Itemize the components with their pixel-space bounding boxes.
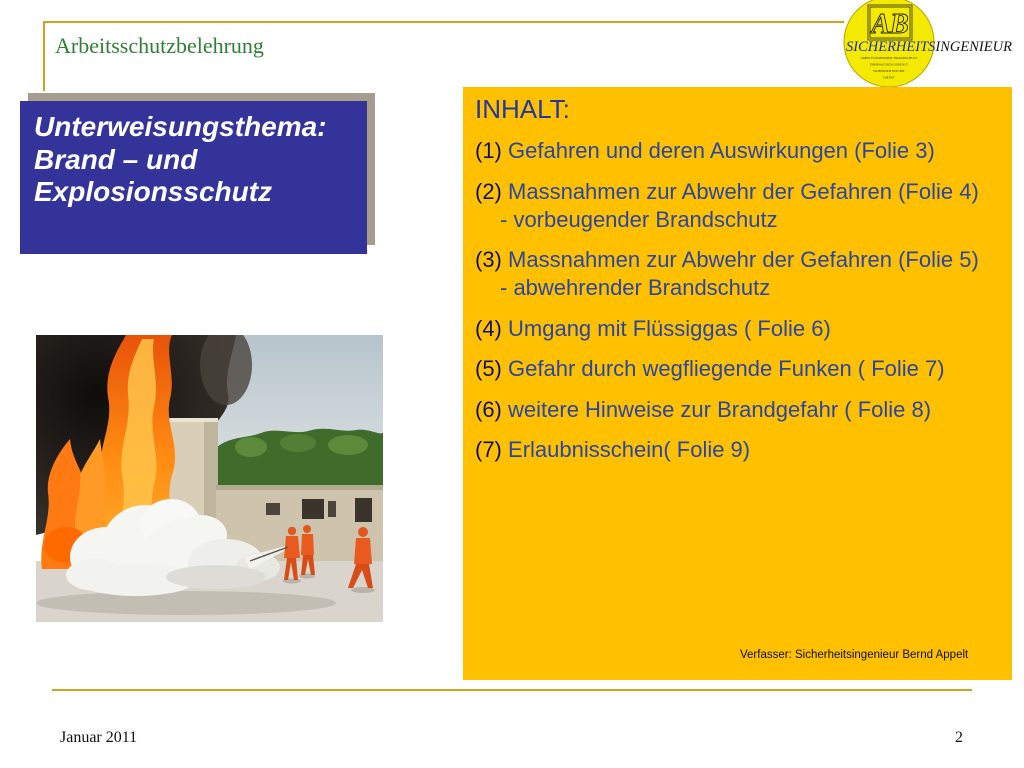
footer-date: Januar 2011: [60, 729, 138, 746]
item-number: (7): [475, 437, 502, 462]
photo-tree-highlight: [235, 437, 267, 457]
company-logo: [838, 0, 1024, 88]
item-text: Umgang mit Flüssiggas ( Folie 6): [508, 315, 831, 341]
photo-firefighter-head: [358, 527, 368, 537]
photo-firefighter-body: [354, 538, 372, 564]
logo-monogram: AB: [871, 9, 909, 40]
header-rule-vertical: [43, 21, 45, 91]
logo-name-part1: SICHERHEITS: [846, 39, 936, 55]
item-number: (1): [475, 138, 502, 163]
logo-tagline-line: DIENST: [883, 75, 895, 80]
photo-tree-highlight: [328, 435, 368, 455]
photo-tree-highlight: [280, 434, 316, 452]
topic-line: Explosionsschutz: [34, 176, 273, 207]
item-text: Erlaubnisschein( Folie 9): [508, 437, 751, 462]
item-number: (4): [475, 315, 502, 341]
header-rule-horizontal: [43, 21, 844, 23]
contents-heading: INHALT:: [475, 94, 570, 124]
photo-foam-shade: [166, 565, 266, 589]
fire-photo-image: [36, 335, 383, 622]
logo-tagline-line: ÜBERWACHUNGSDIENST: [869, 62, 909, 67]
list-item: [475, 178, 1010, 234]
photo-tower-side: [204, 418, 218, 523]
contents-box: [463, 87, 1012, 680]
fire-photo: [36, 335, 383, 622]
topic-line: Unterweisungsthema:: [34, 111, 327, 142]
item-number: (6): [475, 396, 502, 422]
item-number: (2): [475, 178, 502, 204]
photo-foam-puff: [66, 559, 126, 591]
item-number: (3): [475, 247, 502, 272]
item-text: Massnahmen zur Abwehr der Gefahren (Folie 5): [508, 247, 979, 272]
topic-box: [20, 101, 367, 254]
list-item: [475, 436, 1010, 464]
logo-name-part2: INGENIEUR: [935, 39, 1012, 55]
item-text: Gefahr durch wegfliegende Funken ( Folie 7): [508, 356, 945, 381]
list-item: [475, 396, 1010, 424]
footer-rule: [52, 689, 972, 691]
item-text: Gefahren und deren Auswirkungen (Folie 3): [508, 138, 935, 163]
item-text: weitere Hinweise zur Brandgefahr ( Folie 8): [508, 396, 932, 422]
topic-line: Brand – und: [34, 143, 198, 175]
photo-window: [266, 503, 280, 515]
item-subtext: - abwehrender Brandschutz: [500, 275, 771, 300]
photo-low-building-roof: [216, 485, 383, 490]
list-item: [475, 137, 1010, 165]
contents-list: [475, 137, 1010, 477]
photo-window: [328, 501, 336, 517]
logo-tagline-line: SICHERHEITSTECHN.: [872, 68, 906, 73]
photo-window: [302, 499, 324, 519]
logo-tagline-line: ARBEITSSICHERHEIT BRANDSCHUTZ: [860, 56, 918, 60]
item-text: Massnahmen zur Abwehr der Gefahren (Folie 4): [508, 178, 979, 204]
list-item: [475, 355, 1010, 383]
photo-wet-patch: [36, 591, 336, 615]
page-number: 2: [955, 729, 963, 746]
list-item: [475, 246, 1010, 302]
author-credit: Verfasser: Sicherheitsingenieur Bernd Appelt: [740, 649, 969, 661]
photo-firefighter-body: [301, 534, 314, 555]
list-item: [475, 315, 1010, 343]
photo-firefighter-head: [303, 525, 311, 533]
item-subtext: - vorbeugender Brandschutz: [500, 206, 778, 232]
photo-door: [355, 498, 372, 522]
item-number: (5): [475, 356, 502, 381]
logo-name: [846, 39, 1012, 55]
photo-firefighter-head: [288, 527, 296, 535]
slide-header-title: Arbeitsschutzbelehrung: [55, 33, 264, 58]
